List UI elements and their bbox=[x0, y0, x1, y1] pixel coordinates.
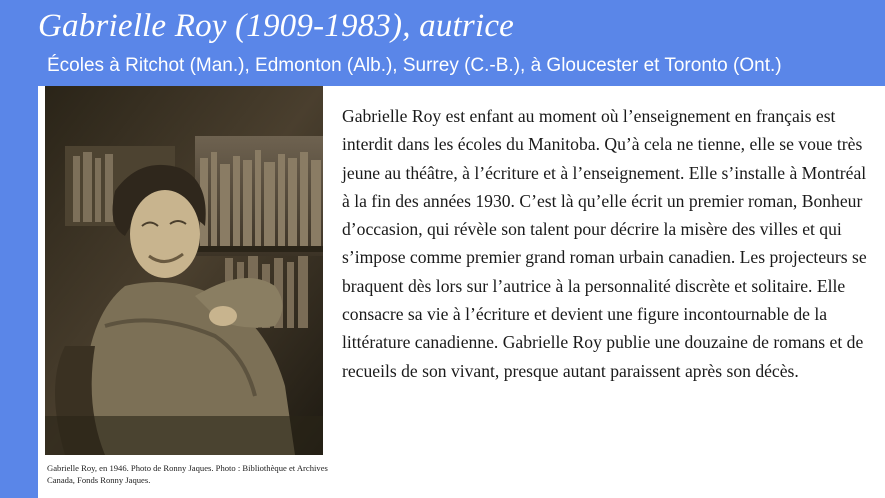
page-title: Gabrielle Roy (1909-1983), autrice bbox=[38, 8, 515, 44]
biography-text: Gabrielle Roy est enfant au moment où l’enseignement en français est interdit dans les écoles du Manitoba. Qu’à cela ne tienne, elle se voue très jeune au théâtre, à l’écriture et à l’enseignement. Elle s’installe à Montréal à la fin des années 1930. C’est là qu’elle écrit un premier roman, Bonheur d’occasion, qui révèle son talent pour décrire la misère des villes et qui s’impose comme premier grand roman urbain canadien. Les projecteurs se braquent dès lors sur l’autrice à la personnalité discrète et solitaire. Elle consacre sa vie à l’écriture et devient une figure incontournable de la littérature canadienne. Gabrielle Roy publie une douzaine de romans et de recueils de son vivant, presque autant paraissent après son décès. bbox=[342, 106, 867, 381]
portrait-photo bbox=[45, 86, 323, 455]
photo-caption: Gabrielle Roy, en 1946. Photo de Ronny Jaques. Photo : Bibliothèque et Archives Canada, Fonds Ronny Jaques. bbox=[47, 463, 328, 485]
page-subtitle: Écoles à Ritchot (Man.), Edmonton (Alb.), Surrey (C.-B.), à Gloucester et Toronto (Ont.) bbox=[47, 55, 782, 76]
portrait-image bbox=[45, 86, 323, 455]
